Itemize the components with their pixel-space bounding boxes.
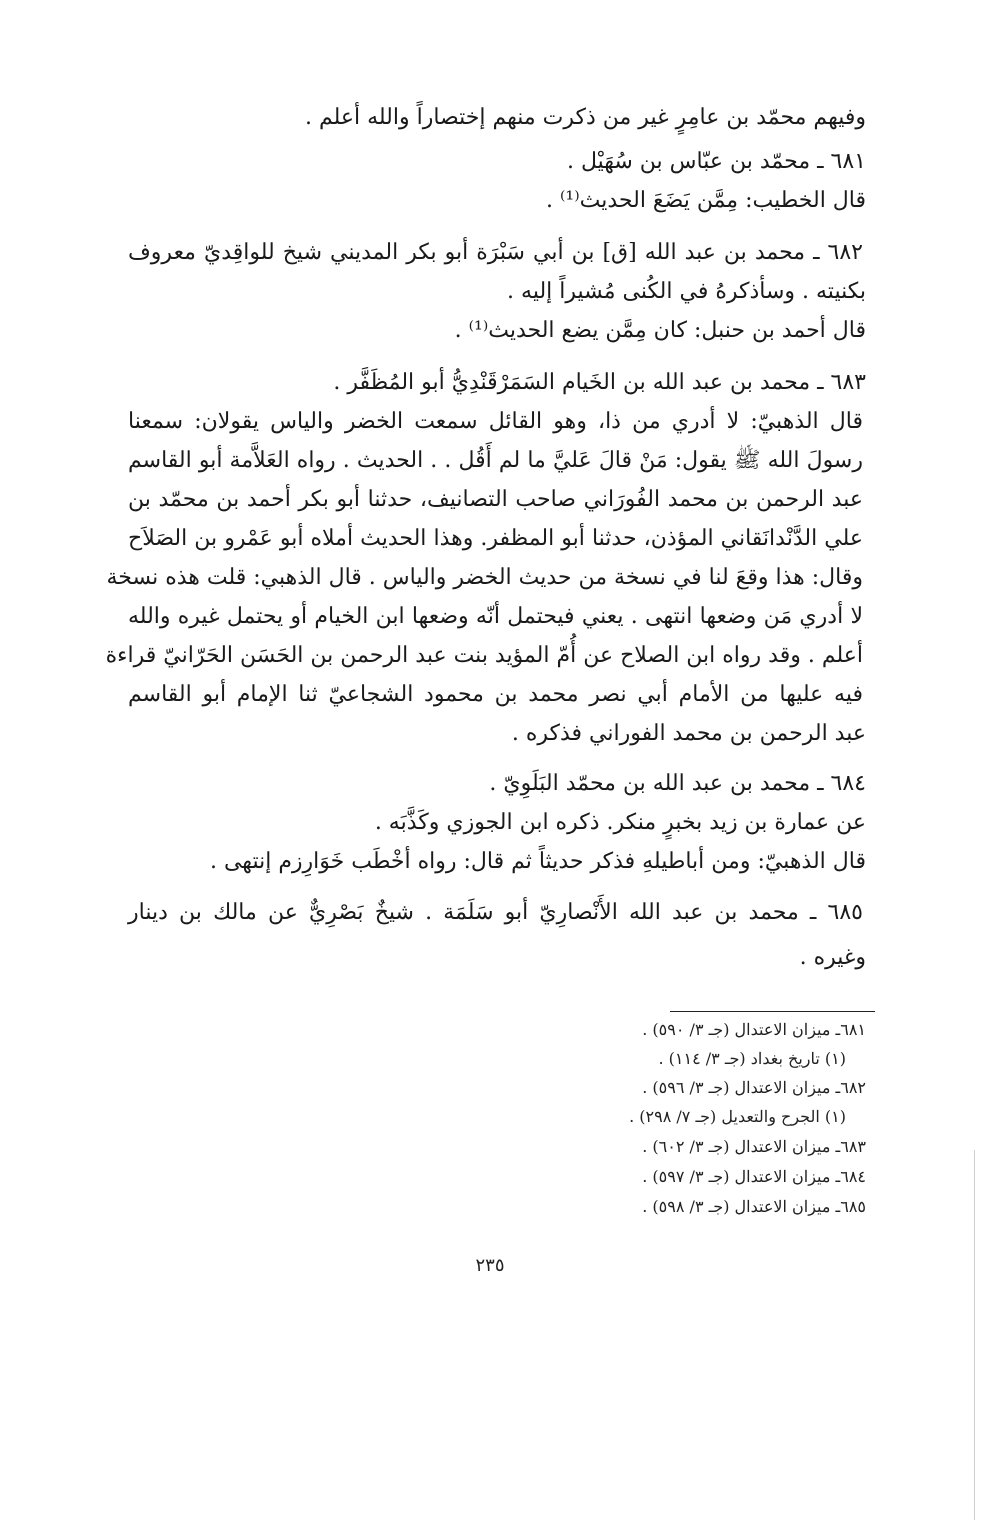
footnote: (١) الجرح والتعديل (جـ ٧/ ٢٩٨) . bbox=[629, 1107, 846, 1126]
text-line: وغيره . bbox=[799, 945, 866, 970]
text-line: أعلم . وقد رواه ابن الصلاح عن أُمّ المؤيد بنت عبد الرحمن بن الحَسَن الحَرّانيّ قراءة bbox=[105, 643, 863, 668]
entry-681-heading: ٦٨١ ـ محمّد بن عبّاس بن سُهَيْل . bbox=[566, 149, 866, 174]
text-line: عبد الرحمن بن محمد الفُورَاني صاحب التصانيف، حدثنا أبو بكر أحمد بن محمّد بن bbox=[128, 487, 863, 512]
text-line: وقال: هذا وقعَ لنا في نسخة من حديث الخضر والياس . قال الذهبي: قلت هذه نسخة bbox=[106, 565, 863, 590]
footnote: ٦٨٣ـ ميزان الاعتدال (جـ ٣/ ٦٠٢) . bbox=[642, 1137, 866, 1156]
text-line: قال الذهبيّ: ومن أباطيلهِ فذكر حديثاً ثم قال: رواه أخْطَب خَوَارِزم إنتهى . bbox=[209, 849, 866, 874]
footnote: (١) تاريخ بغداد (جـ ٣/ ١١٤) . bbox=[658, 1049, 846, 1068]
entry-684-heading: ٦٨٤ ـ محمد بن عبد الله بن محمّد البَلَوِيّ . bbox=[489, 771, 866, 796]
text-line: رسولَ الله ﷺ يقول: مَنْ قالَ عَليَّ ما لم أَقُل . . الحديث . رواه العَلاَّمة أبو القاسم bbox=[128, 448, 863, 473]
footnote-separator bbox=[670, 1011, 875, 1012]
text-line: عن عمارة بن زيد بخبرٍ منكر. ذكره ابن الجوزي وكَذَّبَه . bbox=[374, 810, 866, 835]
footnote: ٦٨١ـ ميزان الاعتدال (جـ ٣/ ٥٩٠) . bbox=[642, 1020, 866, 1039]
text-line: بكنيته . وسأذكرهُ في الكُنى مُشيراً إليه . bbox=[507, 279, 866, 304]
text-line: وفيهم محمّد بن عامِرٍ غير من ذكرت منهم إختصاراً والله أعلم . bbox=[304, 105, 866, 130]
entry-683-heading: ٦٨٣ ـ محمد بن عبد الله بن الخَيام السَمَرْقَنْدِيُّ أبو المُظَفَّر . bbox=[333, 370, 866, 395]
text-line: قال الخطيب: مِمَّن يَضَعَ الحديث⁽¹⁾ . bbox=[546, 188, 866, 213]
entry-685-heading: ٦٨٥ ـ محمد بن عبد الله الأَنْصارِيّ أبو سَلَمَة . شيخٌ بَصْرِيٌّ عن مالك بن دينار bbox=[128, 900, 863, 925]
text-line: قال أحمد بن حنبل: كان مِمَّن يضع الحديث⁽¹⁾ . bbox=[454, 318, 866, 343]
scan-edge-mark bbox=[974, 1150, 975, 1520]
text-line: عبد الرحمن بن محمد الفوراني فذكره . bbox=[511, 721, 866, 746]
text-line: لا أدري مَن وضعها انتهى . يعني فيحتمل أنّه وضعها ابن الخيام أو يحتمل غيره والله bbox=[128, 604, 863, 629]
text-line: فيه عليها من الأمام أبي نصر محمد بن محمود الشجاعيّ ثنا الإمام أبو القاسم bbox=[128, 682, 863, 707]
footnote: ٦٨٢ـ ميزان الاعتدال (جـ ٣/ ٥٩٦) . bbox=[642, 1078, 866, 1097]
text-line: قال الذهبيّ: لا أدري من ذا، وهو القائل سمعت الخضر والياس يقولان: سمعنا bbox=[128, 409, 863, 434]
page-number: ٢٣٥ bbox=[475, 1255, 505, 1276]
text-line: علي الدَّنْدانَقاني المؤذن، حدثنا أبو المظفر. وهذا الحديث أملاه أبو عَمْرو بن الصَلاَح bbox=[128, 526, 863, 551]
footnote: ٦٨٤ـ ميزان الاعتدال (جـ ٣/ ٥٩٧) . bbox=[642, 1167, 866, 1186]
footnote: ٦٨٥ـ ميزان الاعتدال (جـ ٣/ ٥٩٨) . bbox=[642, 1197, 866, 1216]
entry-682-heading: ٦٨٢ ـ محمد بن عبد الله [ق] بن أبي سَبْرَة أبو بكر المديني شيخ للواقِديّ معروف bbox=[128, 240, 863, 265]
